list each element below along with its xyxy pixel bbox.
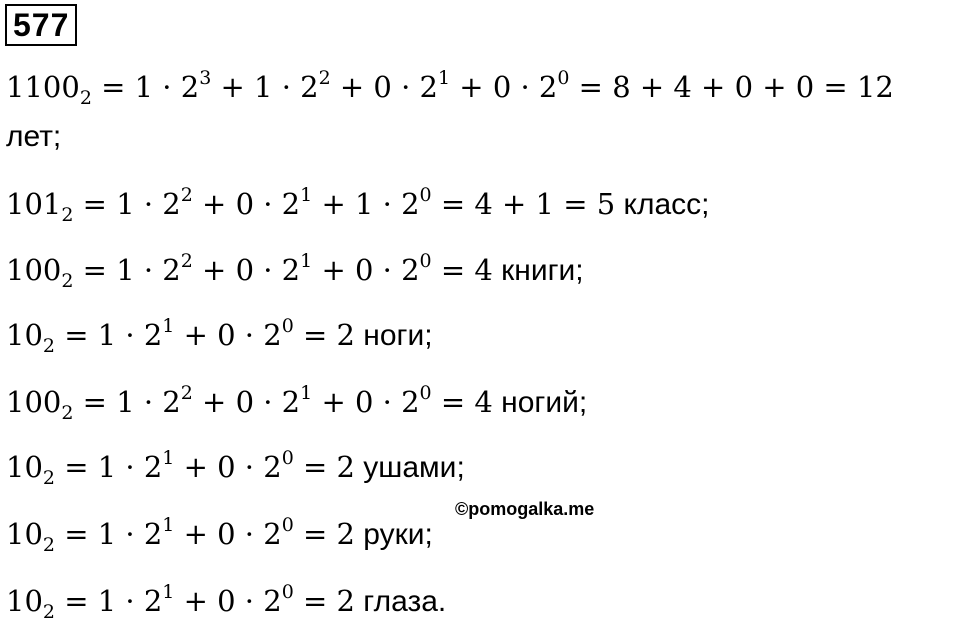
answer-word: лет; — [6, 120, 62, 153]
term: = 1 · 2 — [55, 584, 163, 618]
term: = 1 · 2 — [73, 187, 181, 221]
exponent: 1 — [162, 581, 175, 603]
exponent: 3 — [199, 67, 212, 89]
lhs: 10 — [6, 318, 43, 352]
equation-line-2 — [6, 184, 710, 226]
answer-word: ушами; — [354, 451, 465, 484]
lhs: 1100 — [6, 70, 80, 104]
term: + 1 · 2 — [312, 187, 420, 221]
exponent: 2 — [318, 67, 331, 89]
lhs: 101 — [6, 187, 62, 221]
answer-word: руки; — [354, 518, 433, 551]
term: + 1 · 2 — [211, 70, 319, 104]
equation-line-6 — [6, 447, 465, 489]
answer-word: ногий; — [492, 386, 588, 419]
exponent: 0 — [281, 514, 294, 536]
watermark: ©pomogalka.me — [455, 499, 595, 519]
term: = 1 · 2 — [55, 318, 163, 352]
exponent: 0 — [419, 250, 432, 272]
lhs: 100 — [6, 253, 62, 287]
exponent: 1 — [300, 382, 313, 404]
result: = 4 + 1 = 5 — [431, 187, 616, 221]
exponent: 0 — [281, 447, 294, 469]
term: + 0 · 2 — [174, 517, 282, 551]
equation-line-1 — [6, 67, 894, 109]
base-subscript: 2 — [61, 204, 74, 226]
result: = 4 — [431, 385, 493, 419]
exponent: 0 — [557, 67, 570, 89]
term: + 0 · 2 — [174, 318, 282, 352]
term: + 0 · 2 — [192, 253, 301, 287]
equation-line-8 — [6, 581, 447, 623]
lhs: 10 — [6, 517, 43, 551]
base-subscript: 2 — [61, 402, 74, 424]
exponent: 0 — [281, 581, 294, 603]
base-subscript: 2 — [42, 601, 55, 623]
term: + 0 · 2 — [192, 187, 301, 221]
lhs: 100 — [6, 385, 62, 419]
base-subscript: 2 — [79, 87, 92, 109]
exponent: 2 — [180, 184, 193, 206]
term: = 1 · 2 — [55, 517, 163, 551]
exponent: 1 — [162, 447, 175, 469]
answer-word: книги; — [492, 254, 584, 287]
term: = 1 · 2 — [73, 253, 181, 287]
problem-number: 577 — [5, 4, 77, 46]
term: = 1 · 2 — [91, 70, 200, 104]
base-subscript: 2 — [42, 534, 55, 556]
result: = 4 — [431, 253, 493, 287]
answer-word: глаза. — [354, 585, 447, 618]
exponent: 2 — [180, 250, 193, 272]
term: + 0 · 2 — [312, 385, 420, 419]
result: = 2 — [293, 450, 355, 484]
lhs: 10 — [6, 584, 43, 618]
exponent: 0 — [281, 315, 294, 337]
exponent: 1 — [162, 514, 175, 536]
term: = 1 · 2 — [73, 385, 181, 419]
exponent: 1 — [437, 67, 451, 89]
term: + 0 · 2 — [312, 253, 420, 287]
equation-line-5 — [6, 382, 588, 424]
result: = 2 — [293, 517, 355, 551]
result: = 2 — [293, 584, 355, 618]
equation-line-7 — [6, 514, 433, 556]
base-subscript: 2 — [42, 335, 55, 357]
exponent: 0 — [419, 382, 432, 404]
equation-line-1-continuation — [6, 122, 61, 152]
base-subscript: 2 — [42, 467, 55, 489]
exponent: 0 — [419, 184, 432, 206]
lhs: 10 — [6, 450, 43, 484]
base-subscript: 2 — [61, 270, 74, 292]
exponent: 1 — [300, 184, 313, 206]
result: = 8 + 4 + 0 + 0 = 12 — [569, 70, 894, 104]
answer-word: ноги; — [354, 319, 433, 352]
exponent: 1 — [300, 250, 313, 272]
term: + 0 · 2 — [174, 584, 282, 618]
equation-line-4 — [6, 315, 433, 357]
term: + 0 · 2 — [330, 70, 438, 104]
equation-line-3 — [6, 250, 584, 292]
answer-word: класс; — [615, 188, 710, 221]
term: + 0 · 2 — [450, 70, 558, 104]
exponent: 2 — [180, 382, 193, 404]
term: = 1 · 2 — [55, 450, 163, 484]
term: + 0 · 2 — [192, 385, 301, 419]
term: + 0 · 2 — [174, 450, 282, 484]
exponent: 1 — [162, 315, 175, 337]
result: = 2 — [293, 318, 355, 352]
